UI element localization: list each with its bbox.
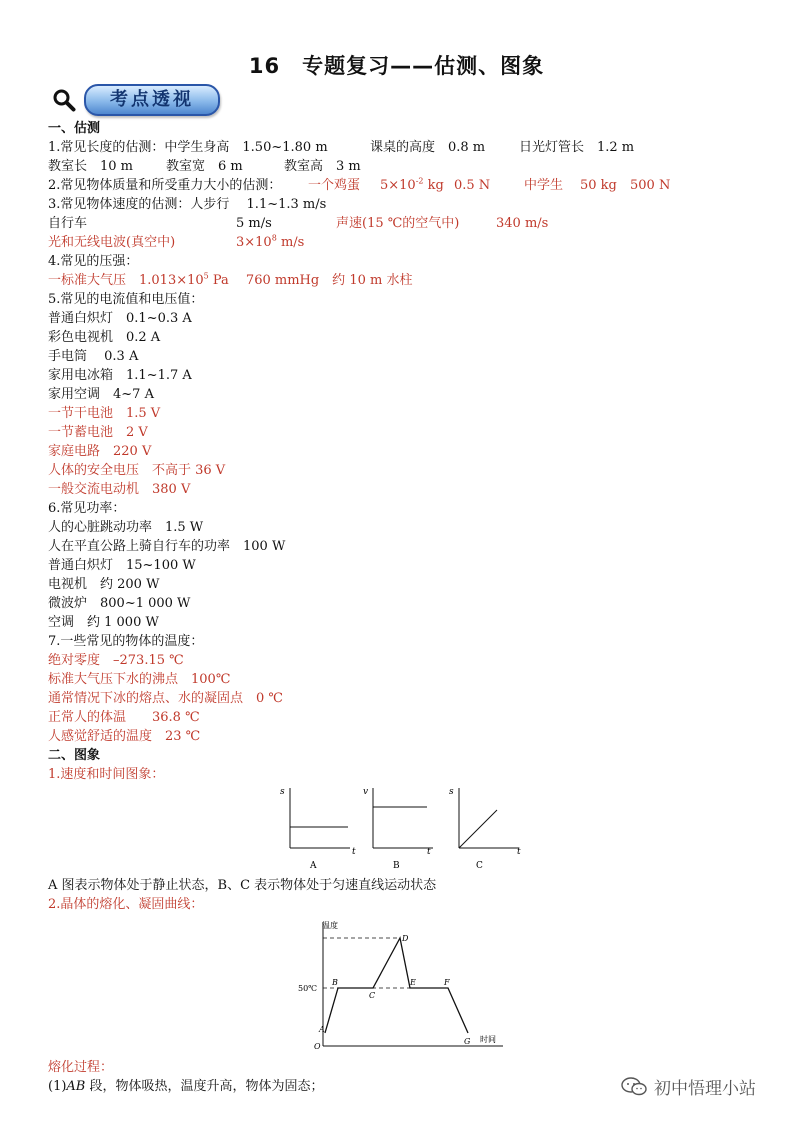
badge-label: 考点透视	[84, 84, 220, 116]
graph-a-static	[274, 784, 364, 874]
length-classroom-width: 教室宽 6 m	[166, 159, 243, 174]
point-b: B	[332, 978, 338, 987]
current-item: 彩色电视机 0.2 A	[48, 330, 161, 345]
x-axis-label: 时间	[480, 1035, 496, 1044]
graph-b-y-label: v	[363, 787, 369, 797]
power-item: 微波炉 800~1 000 W	[48, 596, 191, 611]
graph-b-x-label: t	[427, 847, 431, 857]
point-g: G	[464, 1037, 471, 1046]
length-line-1	[48, 138, 768, 157]
temperature-heading: 7.一些常见的物体的温度：	[48, 634, 204, 649]
current-item: 家用电冰箱 1.1~1.7 A	[48, 368, 192, 383]
power-item: 普通白炽灯 15~100 W	[48, 558, 196, 573]
length-classroom-height: 教室高 3 m	[284, 159, 361, 174]
crystal-melting-solidification-curve	[298, 916, 508, 1056]
y-axis-label: 温度	[322, 921, 338, 930]
speed-heading: 3.常见物体速度的估测：人步行 1.1~1.3 m/s	[48, 197, 327, 212]
mass-egg: 一个鸡蛋	[308, 178, 361, 193]
length-tube-length: 日光灯管长 1.2 m	[519, 140, 635, 155]
power-item: 人的心脏跳动功率 1.5 W	[48, 520, 204, 535]
speed-sound: 声速(15 ℃的空气中)	[336, 216, 460, 231]
voltage-item: 一节干电池 1.5 V	[48, 406, 161, 421]
graph-c-x-label: t	[517, 847, 521, 857]
length-desk-height: 课桌的高度 0.8 m	[370, 140, 486, 155]
graph-b-uniform-velocity	[357, 784, 447, 874]
mass-student-mass: 50 kg	[580, 178, 617, 193]
graph-c-caption: C	[476, 861, 483, 871]
motion-graphs	[48, 784, 768, 876]
page-title: 16 专题复习——估测、图象	[248, 54, 545, 78]
mass-line	[48, 176, 768, 195]
mass-student: 中学生	[524, 178, 564, 193]
graph-a-x-label: t	[352, 847, 356, 857]
graph-a-caption: A	[310, 861, 317, 871]
point-c: C	[369, 991, 376, 1000]
section-badge	[52, 84, 220, 116]
graph-a-y-label: s	[280, 787, 285, 797]
origin-label: O	[314, 1042, 321, 1051]
length-classroom-length: 教室长 10 m	[48, 159, 134, 174]
point-e: E	[410, 978, 416, 987]
speed-bike-value: 5 m/s	[236, 216, 272, 231]
current-voltage-heading: 5.常见的电流值和电压值：	[48, 292, 204, 307]
motion-graphs-heading: 1.速度和时间图象：	[48, 767, 165, 782]
temperature-item: 人感觉舒适的温度 23 ℃	[48, 729, 201, 744]
graph-b-caption: B	[393, 861, 400, 871]
power-heading: 6.常见功率：	[48, 501, 126, 516]
speed-light: 光和无线电波(真空中)	[48, 235, 176, 250]
power-item: 人在平直公路上骑自行车的功率 100 W	[48, 539, 286, 554]
temperature-item: 通常情况下冰的熔点、水的凝固点 0 ℃	[48, 691, 283, 706]
temperature-item: 正常人的体温 36.8 ℃	[48, 710, 200, 725]
point-d: D	[402, 934, 409, 943]
crystal-graph	[48, 914, 768, 1058]
voltage-item: 一般交流电动机 380 V	[48, 482, 191, 497]
content	[48, 119, 768, 1096]
mass-egg-value: $5\times 10^{-2}$ kg	[380, 176, 444, 193]
point-a: A	[319, 1025, 325, 1034]
voltage-item: 人体的安全电压 不高于 36 V	[48, 463, 226, 478]
wechat-icon	[620, 1076, 648, 1098]
power-item: 电视机 约 200 W	[48, 577, 160, 592]
speed-line-2	[48, 214, 768, 233]
length-student-height: 1.常见长度的估测：中学生身高 1.50~1.80 m	[48, 140, 328, 155]
pressure-heading: 4.常见的压强：	[48, 254, 139, 269]
mass-heading: 2.常见物体质量和所受重力大小的估测：	[48, 178, 282, 193]
section-heading-graphs: 二、图象	[48, 748, 101, 763]
search-icon	[52, 88, 76, 112]
temperature-item: 标准大气压下水的沸点 100℃	[48, 672, 231, 687]
power-item: 空调 约 1 000 W	[48, 615, 159, 630]
current-item: 普通白炽灯 0.1~0.3 A	[48, 311, 192, 326]
temperature-item: 绝对零度 –273.15 ℃	[48, 653, 184, 668]
graph-c-y-label: s	[449, 787, 454, 797]
speed-sound-value: 340 m/s	[496, 216, 549, 231]
graph-c-uniform-displacement	[443, 784, 533, 874]
current-item: 手电筒 0.3 A	[48, 349, 139, 364]
current-item: 家用空调 4~7 A	[48, 387, 154, 402]
mass-student-weight: 500 N	[630, 178, 671, 193]
melting-process-heading: 熔化过程：	[48, 1060, 114, 1075]
crystal-graph-heading: 2.晶体的熔化、凝固曲线：	[48, 897, 204, 912]
motion-graphs-description: A 图表示物体处于静止状态，B、C 表示物体处于匀速直线运动状态	[48, 878, 437, 893]
temperature-mark: 50℃	[298, 984, 318, 993]
watermark	[620, 1074, 756, 1099]
speed-line-3	[48, 233, 768, 252]
section-heading-estimation: 一、估测	[48, 121, 101, 136]
speed-bike: 自行车	[48, 216, 88, 231]
watermark-text: 初中悟理小站	[654, 1079, 756, 1099]
length-line-2	[48, 157, 768, 176]
voltage-item: 一节蓄电池 2 V	[48, 425, 148, 440]
voltage-item: 家庭电路 220 V	[48, 444, 152, 459]
pressure-atmosphere: 一标准大气压 $1.013\times 10^5$ Pa 760 mmHg 约 10 m 水柱	[48, 271, 413, 288]
mass-egg-weight: 0.5 N	[454, 178, 491, 193]
melting-step-1: (1)AB 段，物体吸热，温度升高，物体为固态；	[48, 1079, 324, 1094]
point-f: F	[444, 978, 450, 987]
speed-light-value: $3\times 10^8$ m/s	[236, 233, 305, 250]
